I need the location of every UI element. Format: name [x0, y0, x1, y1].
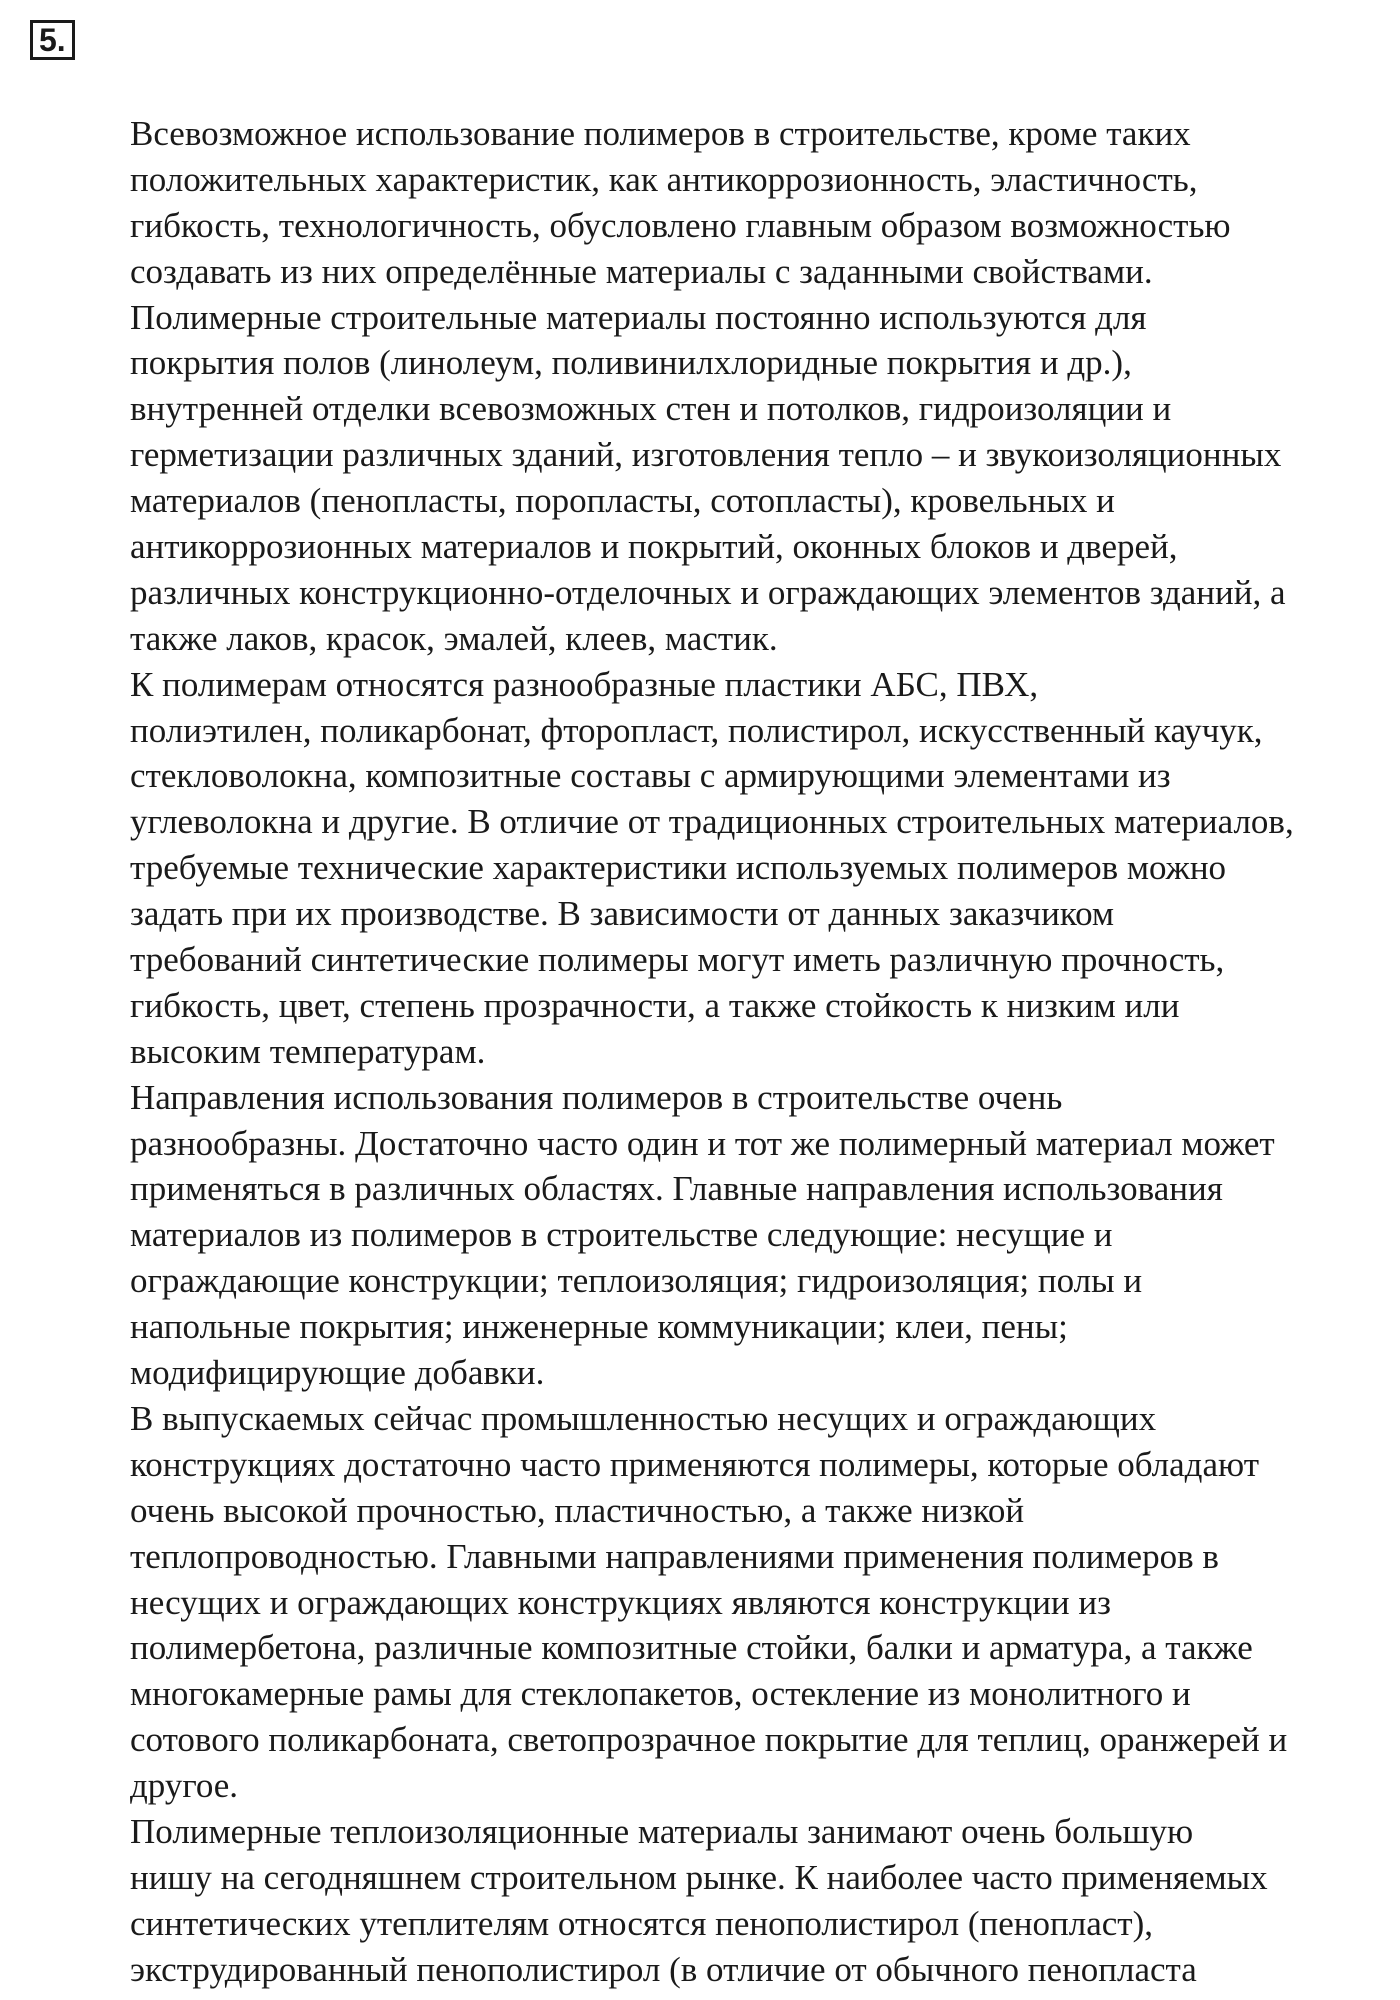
text-line: Полимерные строительные материалы постоянно используются для	[130, 297, 1147, 337]
text-line: углеволокна и другие. В отличие от традиционных строительных материалов,	[130, 802, 1294, 842]
text-line: Всевозможное использование полимеров в строительстве, кроме таких	[130, 114, 1191, 153]
text-line: требуемые технические характеристики используемых полимеров можно	[130, 848, 1227, 888]
text-line: полиэтилен, поликарбонат, фторопласт, полистирол, искусственный каучук,	[130, 710, 1263, 750]
text-line: применяться в различных областях. Главные направления использования	[130, 1169, 1223, 1209]
text-line: разнообразны. Достаточно часто один и тот же полимерный материал может	[130, 1123, 1275, 1163]
text-line: многокамерные рамы для стеклопакетов, остекление из монолитного и	[130, 1674, 1191, 1714]
task-number-box: 5.	[30, 20, 75, 60]
paragraph-5	[30, 1809, 1375, 1993]
text-line: высоким температурам.	[130, 1031, 486, 1071]
text-line: требований синтетические полимеры могут иметь различную прочность,	[130, 940, 1225, 980]
text-line: теплопроводностью. Главными направлениями применения полимеров в	[130, 1536, 1219, 1576]
text-line: нишу на сегодняшнем строительном рынке. К наиболее часто применяемых	[130, 1857, 1268, 1897]
text-line: полимербетона, различные композитные стойки, балки и арматура, а также	[130, 1628, 1253, 1668]
text-line: антикоррозионных материалов и покрытий, оконных блоков и дверей,	[130, 527, 1178, 567]
text-line: внутренней отделки всевозможных стен и потолков, гидроизоляции и	[130, 389, 1172, 429]
text-line: К полимерам относятся разнообразные пластики АБС, ПВХ,	[130, 664, 1039, 704]
text-line: ограждающие конструкции; теплоизоляция; гидроизоляция; полы и	[130, 1261, 1143, 1301]
text-line: положительных характеристик, как антикоррозионность, эластичность,	[130, 159, 1198, 199]
text-line: также лаков, красок, эмалей, клеев, мастик.	[130, 618, 778, 658]
text-line: материалов (пенопласты, поропласты, сотопласты), кровельных и	[130, 481, 1115, 521]
document-text	[30, 111, 1375, 1993]
text-line: гибкость, технологичность, обусловлено главным образом возможностью	[130, 205, 1231, 245]
text-line: задать при их производстве. В зависимости от данных заказчиком	[130, 894, 1115, 934]
text-line: очень высокой прочностью, пластичностью, а также низкой	[130, 1490, 1025, 1530]
text-line: сотового поликарбоната, светопрозрачное покрытие для теплиц, оранжерей и	[130, 1720, 1288, 1760]
text-line: Полимерные теплоизоляционные материалы занимают очень большую	[130, 1811, 1194, 1851]
text-line: герметизации различных зданий, изготовления тепло – и звукоизоляционных	[130, 435, 1282, 475]
text-line: гибкость, цвет, степень прозрачности, а также стойкость к низким или	[130, 985, 1180, 1025]
text-line: стекловолокна, композитные составы с армирующими элементами из	[130, 756, 1171, 796]
text-line: напольные покрытия; инженерные коммуникации; клеи, пены;	[130, 1307, 1068, 1347]
text-line: несущих и ограждающих конструкциях являются конструкции из	[130, 1582, 1111, 1622]
text-line: другое.	[130, 1766, 239, 1806]
paragraph-1	[30, 111, 1375, 662]
text-line: создавать из них определённые материалы с заданными свойствами.	[130, 251, 1153, 291]
text-line: синтетических утеплителям относятся пенополистирол (пенопласт),	[130, 1903, 1153, 1943]
paragraph-4	[30, 1396, 1375, 1809]
text-line: материалов из полимеров в строительстве следующие: несущие и	[130, 1215, 1113, 1255]
text-line: покрытия полов (линолеум, поливинилхлоридные покрытия и др.),	[130, 343, 1132, 383]
paragraph-2	[30, 662, 1375, 1075]
paragraph-3	[30, 1075, 1375, 1396]
text-line: Направления использования полимеров в строительстве очень	[130, 1077, 1063, 1117]
text-line: различных конструкционно-отделочных и ограждающих элементов зданий, а	[130, 572, 1286, 612]
text-line: модифицирующие добавки.	[130, 1353, 545, 1393]
text-line: В выпускаемых сейчас промышленностью несущих и ограждающих	[130, 1398, 1157, 1438]
text-line: экструдированный пенополистирол (в отличие от обычного пенопласта	[130, 1949, 1197, 1989]
text-line: конструкциях достаточно часто применяются полимеры, которые обладают	[130, 1444, 1259, 1484]
